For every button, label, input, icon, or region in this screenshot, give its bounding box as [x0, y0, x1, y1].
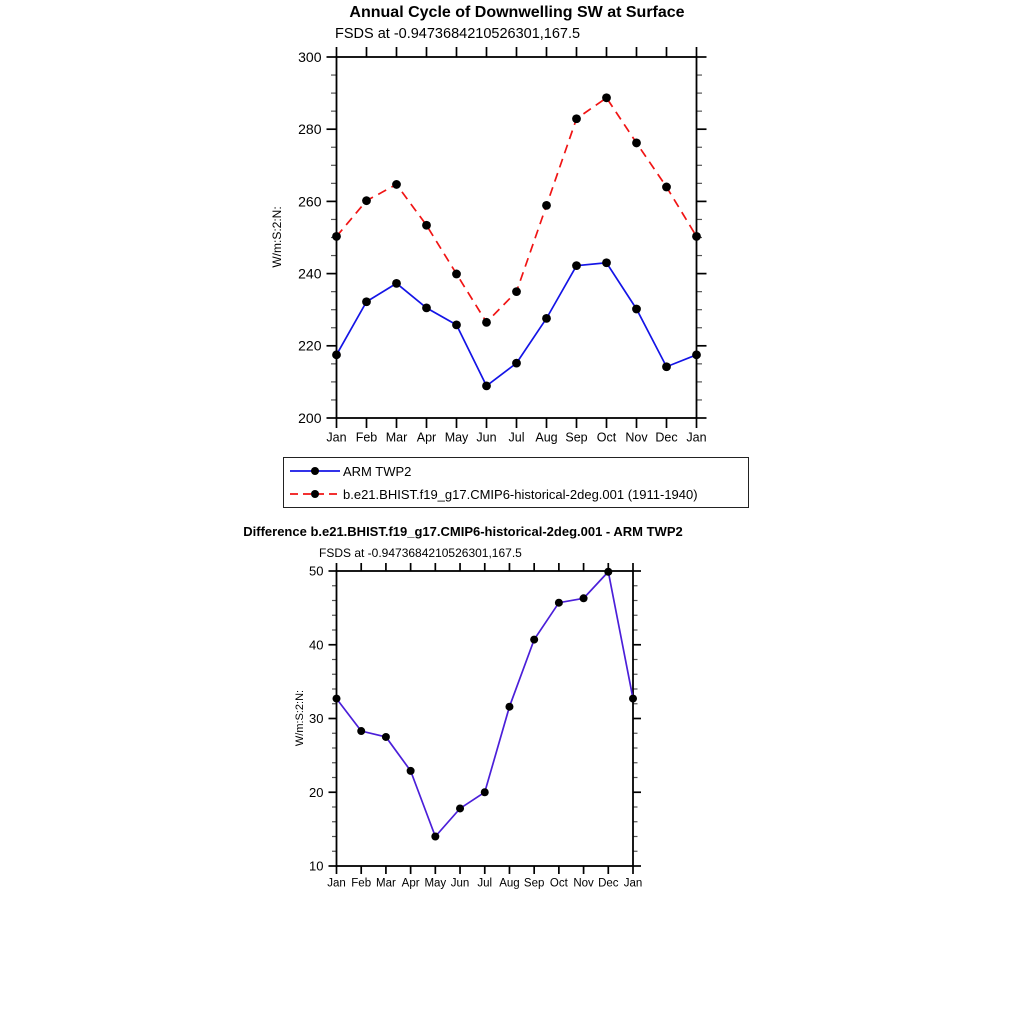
y-tick-label: 300	[298, 48, 322, 65]
data-point	[512, 287, 521, 296]
x-tick-label: Dec	[655, 430, 678, 445]
data-point	[512, 359, 521, 368]
data-point	[662, 183, 671, 192]
data-point	[572, 114, 581, 123]
x-tick-label: Apr	[416, 430, 437, 445]
y-tick-label: 40	[309, 637, 324, 653]
x-tick-label: Nov	[573, 877, 594, 890]
data-point	[662, 362, 671, 371]
x-tick-label: Jan	[326, 430, 347, 445]
y-tick-label: 240	[298, 265, 322, 282]
x-tick-label: Feb	[351, 877, 372, 890]
x-tick-label: Mar	[376, 877, 396, 890]
data-point	[407, 767, 415, 775]
data-point	[482, 318, 491, 327]
top-chart	[298, 47, 706, 445]
legend-marker-dot-icon	[311, 467, 319, 475]
data-point	[362, 297, 371, 306]
x-tick-label: Jul	[477, 877, 493, 890]
y-tick-label: 260	[298, 193, 322, 210]
y-tick-label: 220	[298, 337, 322, 354]
data-point	[572, 261, 581, 270]
data-point	[604, 568, 612, 576]
data-point	[431, 833, 439, 841]
data-point	[382, 733, 390, 741]
data-point	[422, 303, 431, 312]
data-point	[555, 599, 563, 607]
legend-box	[283, 457, 749, 508]
data-point	[362, 196, 371, 205]
x-tick-label: Aug	[499, 877, 520, 890]
data-point	[632, 305, 641, 314]
data-point	[602, 258, 611, 267]
legend-item-model	[289, 484, 748, 504]
data-point	[482, 381, 491, 390]
top-chart-subtitle: FSDS at -0.9473684210526301,167.5	[335, 26, 581, 42]
data-point	[332, 350, 341, 359]
x-tick-label: Jun	[450, 877, 470, 890]
y-tick-label: 20	[309, 784, 324, 800]
bottom-chart-y-axis-label: W/m:S:2:N:	[294, 689, 306, 747]
data-point	[542, 201, 551, 210]
x-tick-label: Aug	[535, 430, 558, 445]
x-tick-label: Jan	[623, 877, 643, 890]
x-tick-label: Dec	[598, 877, 619, 890]
data-point	[602, 93, 611, 102]
data-point	[332, 232, 341, 241]
x-tick-label: Jul	[508, 430, 525, 445]
data-point	[392, 279, 401, 288]
dashed-line-sample-icon	[289, 488, 341, 500]
data-point	[632, 139, 641, 148]
plot-frame	[337, 571, 634, 866]
x-tick-label: Jan	[327, 877, 346, 890]
y-tick-label: 200	[298, 409, 322, 426]
legend-label-arm-twp2: ARM TWP2	[343, 463, 412, 479]
x-tick-label: Sep	[565, 430, 588, 445]
data-point	[357, 727, 365, 735]
series-line-0	[337, 572, 634, 837]
data-point	[692, 232, 701, 241]
y-tick-label: 30	[309, 711, 324, 727]
legend-item-arm-twp2	[289, 461, 748, 481]
y-tick-label: 280	[298, 121, 322, 138]
x-tick-label: Oct	[596, 430, 617, 445]
data-point	[580, 594, 588, 602]
data-point	[481, 788, 489, 796]
data-point	[333, 695, 341, 703]
x-tick-label: May	[424, 877, 447, 890]
data-point	[392, 180, 401, 189]
x-tick-label: Oct	[549, 877, 568, 890]
data-point	[456, 804, 464, 812]
data-point	[629, 695, 637, 703]
bottom-chart-title: Difference b.e21.BHIST.f19_g17.CMIP6-historical-2deg.001 - ARM TWP2	[243, 524, 683, 539]
data-point	[422, 221, 431, 230]
x-tick-label: Feb	[355, 430, 378, 445]
top-chart-title: Annual Cycle of Downwelling SW at Surface	[349, 4, 685, 21]
top-chart-y-axis-label: W/m:S:2:N:	[270, 206, 284, 268]
data-point	[692, 350, 701, 359]
bottom-chart-subtitle: FSDS at -0.9473684210526301,167.5	[319, 546, 522, 560]
difference-chart	[309, 563, 642, 890]
x-tick-label: May	[444, 430, 469, 445]
legend-label-model: b.e21.BHIST.f19_g17.CMIP6-historical-2deg.001 (1911-1940)	[343, 486, 698, 502]
solid-line-sample-icon	[289, 465, 341, 477]
x-tick-label: Jun	[476, 430, 497, 445]
x-tick-label: Sep	[523, 877, 545, 890]
data-point	[542, 314, 551, 323]
x-tick-label: Apr	[401, 877, 420, 890]
data-point	[452, 320, 461, 329]
data-point	[530, 636, 538, 644]
x-tick-label: Mar	[385, 430, 408, 445]
y-tick-label: 50	[309, 563, 324, 579]
data-point	[505, 703, 513, 711]
data-point	[452, 270, 461, 279]
x-tick-label: Jan	[686, 430, 707, 445]
legend-marker-dot-icon	[311, 490, 319, 498]
x-tick-label: Nov	[625, 430, 648, 445]
y-tick-label: 10	[309, 858, 324, 874]
